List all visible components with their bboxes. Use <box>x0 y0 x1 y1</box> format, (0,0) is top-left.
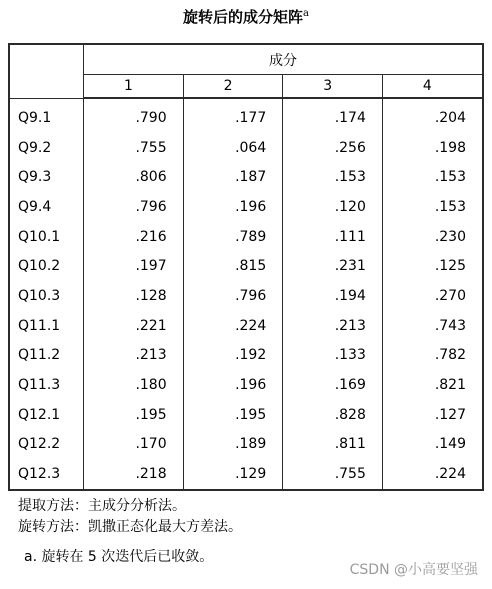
loading-cell: .811 <box>283 430 383 460</box>
title-footnote-mark: a <box>303 8 309 19</box>
row-label: Q9.1 <box>9 98 84 133</box>
column-header-3: 3 <box>283 75 383 99</box>
column-header-1: 1 <box>84 75 184 99</box>
row-label: Q11.2 <box>9 341 84 371</box>
row-label: Q12.1 <box>9 400 84 430</box>
table-row <box>9 192 483 222</box>
row-label: Q10.2 <box>9 251 84 281</box>
loading-cell: .224 <box>183 311 283 341</box>
loading-cell: .789 <box>183 222 283 252</box>
loading-cell: .221 <box>84 311 184 341</box>
table-row <box>9 370 483 400</box>
loading-cell: .204 <box>382 98 483 133</box>
corner-header-cell <box>9 44 84 98</box>
table-row <box>9 162 483 192</box>
row-label: Q12.3 <box>9 459 84 490</box>
loading-cell: .815 <box>183 251 283 281</box>
loading-cell: .196 <box>183 370 283 400</box>
group-header-component: 成分 <box>84 44 484 75</box>
loading-cell: .198 <box>382 133 483 163</box>
loading-cell: .755 <box>84 133 184 163</box>
loading-cell: .149 <box>382 430 483 460</box>
rotated-component-matrix <box>8 43 484 491</box>
loading-cell: .153 <box>382 162 483 192</box>
loading-cell: .169 <box>283 370 383 400</box>
table-row <box>9 341 483 371</box>
loading-cell: .189 <box>183 430 283 460</box>
table-row <box>9 459 483 490</box>
loading-cell: .177 <box>183 98 283 133</box>
loading-cell: .194 <box>283 281 383 311</box>
loading-cell: .828 <box>283 400 383 430</box>
loading-cell: .153 <box>283 162 383 192</box>
loading-cell: .216 <box>84 222 184 252</box>
loading-cell: .224 <box>382 459 483 490</box>
loading-cell: .125 <box>382 251 483 281</box>
column-header-4: 4 <box>382 75 483 99</box>
row-label: Q10.1 <box>9 222 84 252</box>
column-header-2: 2 <box>183 75 283 99</box>
table-notes <box>18 496 242 538</box>
loading-cell: .192 <box>183 341 283 371</box>
loading-cell: .064 <box>183 133 283 163</box>
table-row <box>9 281 483 311</box>
loading-cell: .174 <box>283 98 383 133</box>
loading-cell: .180 <box>84 370 184 400</box>
loading-cell: .213 <box>283 311 383 341</box>
table-row <box>9 222 483 252</box>
convergence-footnote: a. 旋转在 5 次迭代后已收敛。 <box>24 549 214 565</box>
loading-cell: .755 <box>283 459 383 490</box>
row-label: Q10.3 <box>9 281 84 311</box>
loading-cell: .256 <box>283 133 383 163</box>
loading-cell: .170 <box>84 430 184 460</box>
loading-cell: .187 <box>183 162 283 192</box>
row-label: Q12.2 <box>9 430 84 460</box>
loading-cell: .133 <box>283 341 383 371</box>
loading-cell: .790 <box>84 98 184 133</box>
row-label: Q11.3 <box>9 370 84 400</box>
loading-cell: .153 <box>382 192 483 222</box>
table-row <box>9 400 483 430</box>
table-title-text: 旋转后的成分矩阵 <box>183 8 304 26</box>
extraction-method-note: 提取方法：主成分分析法。 <box>18 498 186 514</box>
loading-cell: .231 <box>283 251 383 281</box>
rotation-method-note: 旋转方法：凯撒正态化最大方差法。 <box>18 519 242 535</box>
loading-cell: .127 <box>382 400 483 430</box>
row-label: Q9.2 <box>9 133 84 163</box>
loading-cell: .806 <box>84 162 184 192</box>
table-row <box>9 311 483 341</box>
row-label: Q9.4 <box>9 192 84 222</box>
table-row <box>9 98 483 133</box>
table-title <box>0 6 492 28</box>
loading-cell: .230 <box>382 222 483 252</box>
loading-cell: .195 <box>84 400 184 430</box>
loading-cell: .743 <box>382 311 483 341</box>
loading-cell: .821 <box>382 370 483 400</box>
loading-cell: .120 <box>283 192 383 222</box>
row-label: Q11.1 <box>9 311 84 341</box>
loading-cell: .111 <box>283 222 383 252</box>
loading-cell: .782 <box>382 341 483 371</box>
table-row <box>9 133 483 163</box>
loading-cell: .129 <box>183 459 283 490</box>
table-row <box>9 430 483 460</box>
loading-cell: .195 <box>183 400 283 430</box>
loading-cell: .196 <box>183 192 283 222</box>
watermark: CSDN @小高要坚强 <box>349 562 478 578</box>
matrix-body <box>9 98 483 490</box>
loading-cell: .213 <box>84 341 184 371</box>
loading-cell: .270 <box>382 281 483 311</box>
loading-cell: .796 <box>84 192 184 222</box>
loading-cell: .218 <box>84 459 184 490</box>
row-label: Q9.3 <box>9 162 84 192</box>
table-row <box>9 251 483 281</box>
loading-cell: .128 <box>84 281 184 311</box>
loading-cell: .796 <box>183 281 283 311</box>
loading-cell: .197 <box>84 251 184 281</box>
